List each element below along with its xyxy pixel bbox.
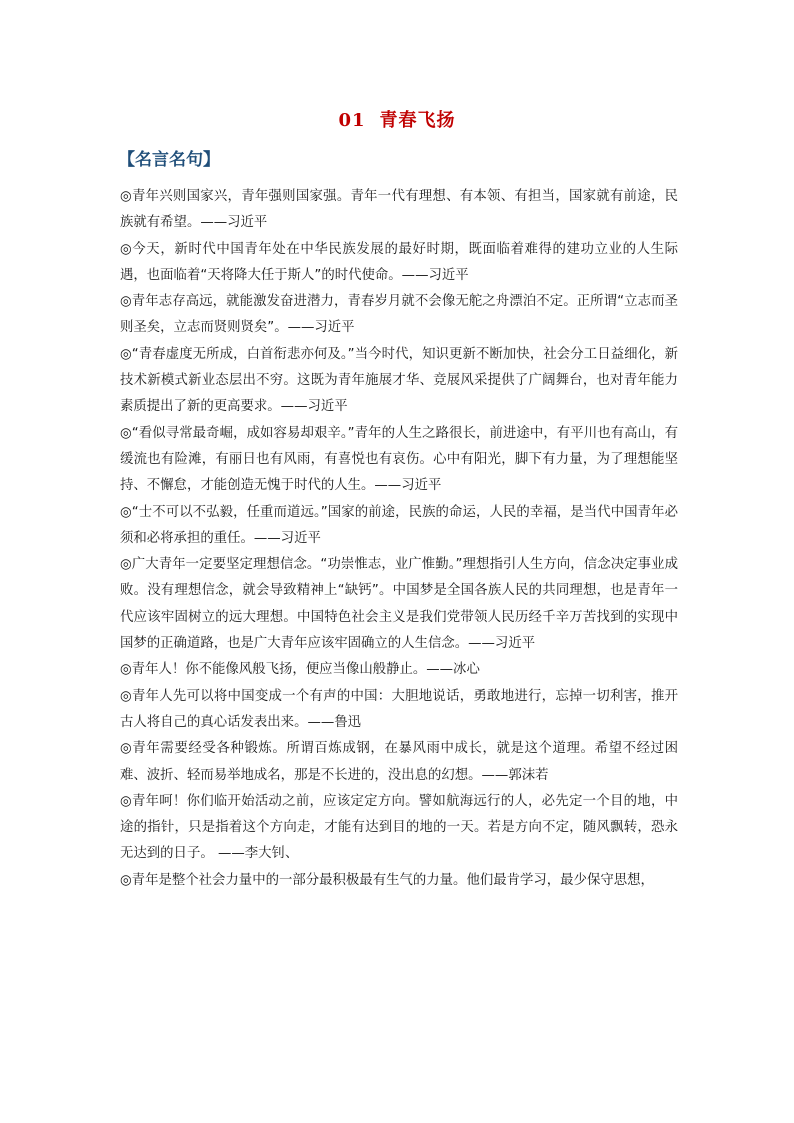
- quote-item: ◎青年志存高远，就能激发奋进潜力，青春岁月就不会像无舵之舟漂泊不定。正所谓“立志而圣则圣矣，立志而贤则贤矣”。——习近平: [120, 294, 678, 336]
- chapter-title: 青春飞扬: [379, 110, 456, 131]
- quote-item: ◎“青春虚度无所成，白首衔悲亦何及。”当今时代，知识更新不断加快，社会分工日益细化，新技术新模式新业态层出不穷。这既为青年施展才华、竞展风采提供了广阔舞台，也对青年能力素质提出了新的更高要求。——习近平: [120, 346, 678, 415]
- quote-item: ◎广大青年一定要坚定理想信念。“功崇惟志，业广惟勤。”理想指引人生方向，信念决定事业成败。没有理想信念，就会导致精神上“缺钙”。中国梦是全国各族人民的共同理想，也是青年一代应该牢固树立的远大理想。中国特色社会主义是我们党带领人民历经千辛万苦找到的实现中国梦的正确道路，也是广大青年应该牢固确立的人生信念。——习近平: [120, 557, 678, 652]
- quote-item: ◎青年呵！你们临开始活动之前，应该定定方向。譬如航海远行的人，必先定一个目的地，中途的指针，只是指着这个方向走，才能有达到目的地的一天。若是方向不定，随风飘转，恐永无达到的日子。 ——李大钊、: [120, 793, 678, 862]
- quote-item: ◎“看似寻常最奇崛，成如容易却艰辛。”青年的人生之路很长，前进途中，有平川也有高山，有缓流也有险滩，有丽日也有风雨，有喜悦也有哀伤。心中有阳光，脚下有力量，为了理想能坚持、不懈怠，才能创造无愧于时代的人生。——习近平: [120, 425, 678, 494]
- quote-item: ◎青年需要经受各种锻炼。所谓百炼成钢，在暴风雨中成长，就是这个道理。希望不经过困难、波折、轻而易举地成名，那是不长进的，没出息的幻想。——郭沫若: [120, 741, 678, 783]
- quote-item: ◎青年人！你不能像风般飞扬，便应当像山般静止。——冰心: [120, 662, 480, 678]
- quote-list: [120, 184, 678, 894]
- quote-item: ◎青年人先可以将中国变成一个有声的中国：大胆地说话，勇敢地进行，忘掉一切利害，推开古人将自己的真心话发表出来。——鲁迅: [120, 688, 678, 730]
- page-title: [0, 106, 794, 132]
- quote-item: ◎“士不可以不弘毅，任重而道远。”国家的前途，民族的命运，人民的幸福，是当代中国青年必须和必将承担的重任。——习近平: [120, 504, 678, 546]
- quote-item: ◎今天，新时代中国青年处在中华民族发展的最好时期，既面临着难得的建功立业的人生际遇，也面临着“天将降大任于斯人”的时代使命。——习近平: [120, 241, 678, 283]
- quote-item: ◎青年兴则国家兴，青年强则国家强。青年一代有理想、有本领、有担当，国家就有前途，民族就有希望。——习近平: [120, 189, 678, 231]
- chapter-number: 01: [338, 110, 366, 131]
- section-heading: 【名言名句】: [118, 150, 220, 170]
- quote-item: ◎青年是整个社会力量中的一部分最积极最有生气的力量。他们最肯学习，最少保守思想，: [120, 872, 654, 888]
